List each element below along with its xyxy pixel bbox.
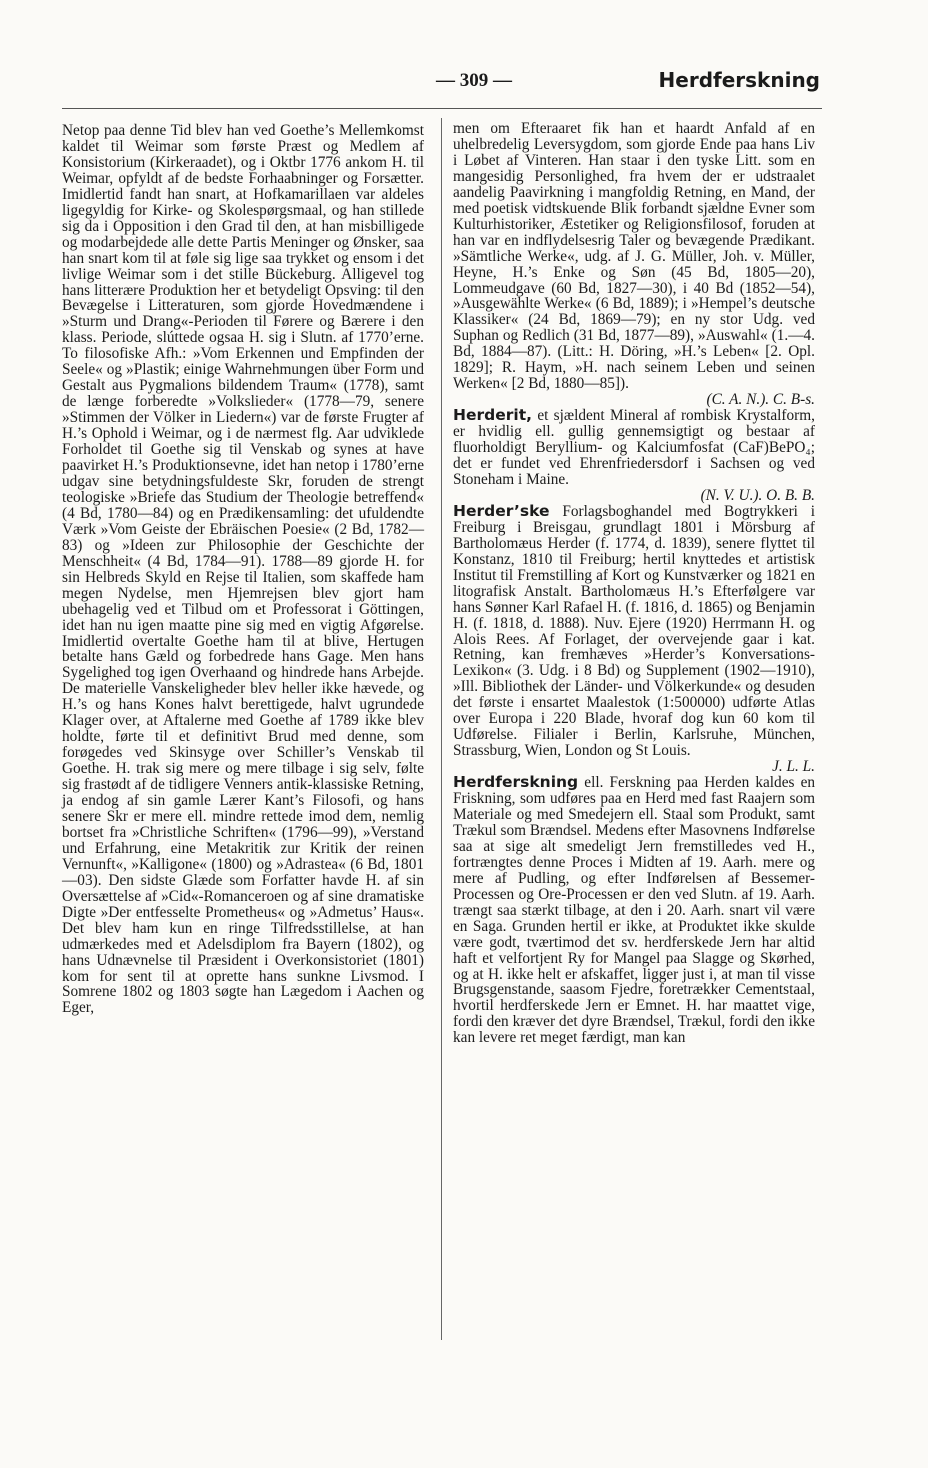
headword: Herdferskning [453, 773, 579, 792]
page-number: — 309 — [436, 70, 512, 91]
entry-signature: (N. V. U.). O. B. B. [700, 486, 815, 504]
entry-herderske [453, 501, 815, 760]
left-column [62, 123, 424, 1016]
continuation-signature: (C. A. N.). C. B-s. [706, 391, 815, 409]
entry-body: et sjældent Mineral af rombisk Krystalform, er hvidlig ell. gullig gennemsigtigt og bestaar af fluorholdigt Beryllium- og Kalciumfosfat (CaF)BePO₄; det er fundet ved Ehrenfriedersdorf i Sachsen og ved Stoneham i Maine. [453, 407, 815, 488]
entry-body: ell. Ferskning paa Herden kaldes en Friskning, som udføres paa en Herd med fast Raajern som Materiale og med Smedejern ell. Staal som Produkt, samt Trækul som Brændsel. Medens efter Masovnens Indførelse saa at sige alt smedeligt Jern fremstilledes ved H., fortrængtes denne Proces i Midten af 19. Aarh. mere og mere af Pudling, og efter Indførelsen af Bessemer-Processen og Ore-Processen er den ved Slutn. af 19. Aarh. trængt saa stærkt tilbage, at den i 20. Aarh. snart vil være en Saga. Grunden hertil er ikke, at Produktet ikke skulde være godt, tværtimod det sv. herdferskede Jern har altid haft et velfortjent Ry for Mangel paa Slagge og Skørhed, og at H. ikke helt er afskaffet, ligger just i, at man til visse Brugsgenstande, saasom Fjedre, foretrækker Cementstaal, hvortil herdferskede Jern er Emnet. H. har maattet vige, fordi den kræver det dyre Brændsel, Trækul, fordi den ikke kan levere ret meget færdigt, man kan [453, 774, 816, 1047]
column-divider [441, 118, 442, 1340]
headword: Herder’ske [453, 501, 550, 520]
headword: Herderit, [453, 406, 532, 425]
right-column [453, 121, 815, 1046]
continuation-text: men om Efteraaret fik han et haardt Anfald af en uhelbredelig Leversygdom, som gjorde Ende paa hans Liv i Løbet af Vinteren. Han staar i den tyske Litt. som en mangesidig Personlighed, fra hvem der er udstraalet aandelig Paavirkning i mangfoldig Retning, en Mand, der med poetisk vidtskuende Blik forbandt sjældne Evner som Kulturhistoriker, Æstetiker og Religionsfilosof, foruden at han var en indflydelsesrig Taler og bevægende Prædikant. »Sämtliche Werke«, udg. af J. G. Müller, Joh. v. Müller, Heyne, H.’s Enke og Søn (45 Bd, 1805—20), Lommeudgave (60 Bd, 1827—30), i 40 Bd (1852—54), »Ausgewählte Werke« (6 Bd, 1889); i »Hempel’s deutsche Klassiker« (24 Bd, 1869—79); en ny stor Udg. ved Suphan og Redlich (31 Bd, 1877—89), »Auswahl« (1.—4. Bd, 1884—87). (Litt.: H. Döring, »H.’s Leben« [2. Opl. 1829]; R. Haym, »H. nach seinem Leben und seinen Werken« [2 Bd, 1880—85]). [453, 120, 815, 393]
entry-body: Forlagsboghandel med Bogtrykkeri i Freiburg i Breisgau, grundlagt 1801 i Mörsburg af Bartholomæus Herder (f. 1774, d. 1839), senere flyttet til Konstanz, 1810 til Freiburg; hertil knyttedes et artistisk Institut til Fremstilling af Kort og Kunstværker og 1821 en litografisk Anstalt. Bartholomæus H.’s Efterfølgere var hans Sønner Karl Rafael H. (f. 1816, d. 1865) og Benjamin H. (f. 1818, d. 1888). Nuv. Ejere (1920) Herrmann H. og Alois Rees. Af Forlaget, der overvejende gaar i kat. Retning, kan fremhæves »Herder’s Konversations-Lexikon« (3. Udg. i 8 Bd) og Supplement (1902—1910), »Ill. Bibliothek der Länder- und Völkerkunde« og desuden det første i ensartet Maalestok (1:500000) udførte Atlas over Europa i 220 Blade, hvoraf dog kun 60 kom til Udførelse. Filialer i Berlin, Karlsruhe, München, Strassburg, Wien, London og St Louis. [453, 502, 815, 760]
entry-signature: J. L. L. [772, 758, 815, 776]
page-header [62, 62, 822, 102]
running-head: Herdferskning [658, 68, 820, 92]
left-column-text: Netop paa denne Tid blev han ved Goethe’s Mellemkomst kaldet til Weimar som første Præst og Medlem af Konsistorium (Kirkeraadet), og i Oktbr 1776 ankom H. til Weimar, opfyldt af de bedste Forhaabninger og Forsætter. Imidlertid fandt han snart, at Hofkamarillaen var aldeles ligegyldig for Kirke- og Skolespørgsmaal, og han stillede sig da i Opposition i den Grad til den, at han misbilligede og modarbejdede alle dette Partis Meninger og Ønsker, saa han snart kom til at føle sig lige saa trykket og ensom i det livlige Weimar som i det stille Bückeburg. Alligevel tog hans litterære Produktion her et betydeligt Opsving: til den Bevægelse i Litteraturen, som gjorde Hovedmændene i »Sturm und Drang«-Perioden til Førere og Bærere i den klass. Periode, slúttede ogsaa H. sig i Slutn. af 1770’erne. To filosofiske Afh.: »Vom Erkennen und Empfinden der Seele« og »Plastik; einige Wahrnehmungen über Form und Gestalt aus Pygmalions bildendem Traum« (1778), samt de længe forberedte »Volkslieder« (1778—79, senere »Stimmen der Völker in Liedern«) var de første Frugter af H.’s Ophold i Weimar, og i de nærmest flg. Aar udviklede Forholdet til Goethe sig til Venskab og synes at have paavirket H.’s Produktionsevne, idet han netop i 1780’erne udgav sine betydningsfuldeste Skr, foruden de strengt teologiske »Briefe das Studium der Theologie betreffend« (4 Bd, 1780—84) og en Prædikensamling: det ufuldendte Værk »Vom Geiste der Ebräischen Poesie« (2 Bd, 1782—83) og »Ideen zur Philosophie der Geschichte der Menschheit« (4 Bd, 1784—91). 1788—89 gjorde H. for sin Helbreds Skyld en Rejse til Italien, som skaffede ham megen Nydelse, men Hjemrejsen blev gjort ham ubehagelig ved et Tilbud om et Professorat i Göttingen, idet han nu igen maatte pine sig med en vigtig Afgørelse. Imidlertid overtalte Goethe ham til at blive, Hertugen betalte hans Gæld og forbedrede hans Gage. Men hans Sygelighed tog igen Overhaand og hindrede hans Arbejde. De materielle Vanskeligheder blev heller ikke hævede, og H.’s og hans Kones halvt berettigede, halvt ugrundede Klager over, at Aftalerne med Goethe af 1789 ikke blev holdte, førte til et definitivt Brud med denne, som forøgedes ved Skinsyge over Schiller’s Venskab til Goethe. H. trak sig mere og mere tilbage i sig selv, følte sig frastødt af de tidligere Venners antik-klassiske Retning, ja endog af sin gamle Lærer Kant’s Filosofi, og hans senere Skr er mere ell. mindre rettede imod dem, nemlig bortset fra »Christliche Schriften« (1796—99), »Verstand und Erfahrung, eine Metakritik zur Kritik der reinen Vernunft«, »Kalligone« (1800) og »Adrastea« (6 Bd, 1801—03). Den sidste Glæde som Forfatter havde H. af sin Oversættelse af »Cid«-Romanceroen og af sine dramatiske Digte »Der entfesselte Prometheus« og »Admetus’ Haus«. Det blev ham kun en ringe Tilfredsstillelse, at han udmærkedes med et Adelsdiplom fra Bayern (1802), og hans Udnævnelse til Præsident i Overkonsistoriet (1801) kom for sent til at oprette hans sunkne Livsmod. I Somrene 1802 og 1803 søgte han Lægedom i Aachen og Eger, [62, 122, 424, 1017]
entry-herdferskning [453, 775, 815, 1046]
entry-herderit [453, 408, 815, 488]
header-rule [62, 108, 822, 109]
